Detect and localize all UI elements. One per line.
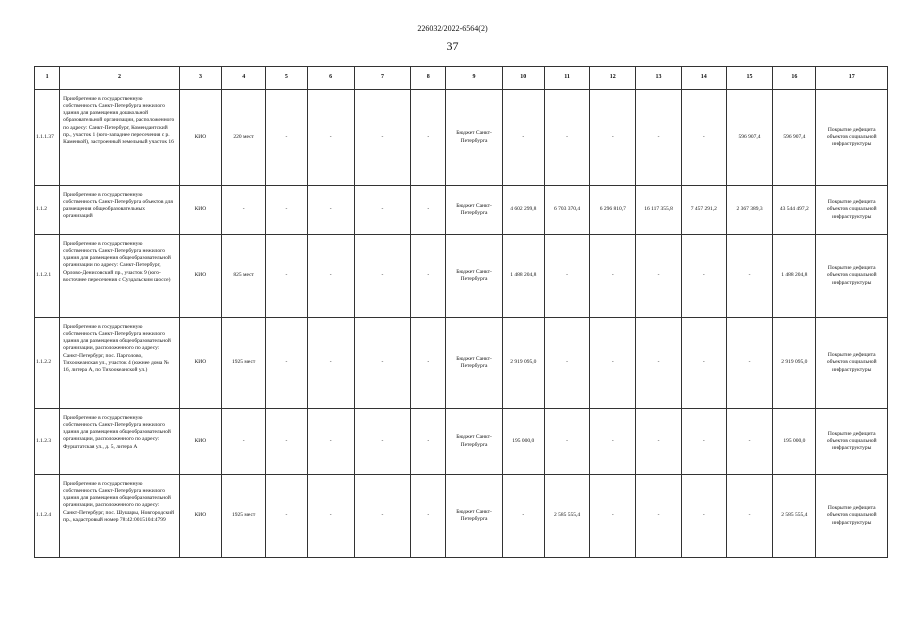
column-header: 7 [354,67,410,90]
table-cell: - [681,235,726,318]
table-cell: - [681,318,726,409]
table-cell: 2 585 555,4 [773,475,816,558]
table-cell: - [266,475,307,558]
table-cell: - [411,318,446,409]
column-header: 16 [773,67,816,90]
table-cell: Покрытие дефицита объектов социальной инфраструктуры [816,235,888,318]
table-cell: 7 457 291,2 [681,186,726,235]
column-header: 2 [60,67,180,90]
table-cell: - [726,318,772,409]
table-cell: КИО [179,90,221,186]
document-number: 226032/2022-6564(2) [417,24,488,33]
table-cell: - [502,90,544,186]
column-header: 8 [411,67,446,90]
column-header: 6 [307,67,354,90]
table-cell: Покрытие дефицита объектов социальной инфраструктуры [816,90,888,186]
page-number: 37 [446,39,459,53]
table-cell: - [266,90,307,186]
table-cell: - [354,318,410,409]
table-cell: 2 367 389,3 [726,186,772,235]
table-cell: - [307,475,354,558]
table-cell: Бюджет Санкт-Петербурга [446,235,502,318]
table-row [35,318,888,409]
table-cell: - [411,235,446,318]
table-cell: КИО [179,475,221,558]
table-cell: - [636,409,681,475]
table-row [35,90,888,186]
description-cell: Приобретение в государственную собственность Санкт-Петербурга нежилого здания для размещения общеобразовательной организации по адресу: Санкт-Петербург, Орлово-Денисовский пр., участок 9 (юго-восточнее пересечения с Суздальским шоссе) [60,235,180,318]
table-cell: - [354,409,410,475]
table-cell: - [636,318,681,409]
table-cell: - [590,475,636,558]
table-cell: - [354,186,410,235]
table-cell: - [266,186,307,235]
table-cell: - [354,235,410,318]
table-cell: - [681,475,726,558]
description-cell: Приобретение в государственную собственность Санкт-Петербурга нежилого здания для размещения дошкольной образовательной организации, расположенного по адресу: Санкт-Петербург, Комендантский пр., участок 1 (юго-западнее пересечения с р. Каменкой), застроенный земельный участок 16 [60,90,180,186]
row-index-cell: 1.1.2.4 [35,475,60,558]
column-header: 14 [681,67,726,90]
table-cell: Покрытие дефицита объектов социальной инфраструктуры [816,475,888,558]
table-cell: - [411,186,446,235]
column-header: 12 [590,67,636,90]
table-row [35,186,888,235]
table-cell: - [590,318,636,409]
table-cell: КИО [179,318,221,409]
table-cell: 220 мест [222,90,266,186]
table-cell: - [411,475,446,558]
row-index-cell: 1.1.2 [35,186,60,235]
table-cell: 4 602 299,8 [502,186,544,235]
table-cell: 195 000,0 [773,409,816,475]
table-cell: - [354,475,410,558]
table-cell: 1925 мест [222,318,266,409]
table-cell: 1 488 204,8 [773,235,816,318]
table-cell: 195 000,0 [502,409,544,475]
table-cell: - [544,90,589,186]
column-header: 9 [446,67,502,90]
table-cell: 16 117 355,8 [636,186,681,235]
table-cell: 43 544 497,2 [773,186,816,235]
table-cell: - [636,90,681,186]
table-cell: 2 919 095,0 [773,318,816,409]
description-cell: Приобретение в государственную собственность Санкт-Петербурга нежилого здания для размещения общеобразовательной организации, расположенного по адресу: Санкт-Петербург, пос. Шушары, Новгородский пр., кадастровый номер 78:42:0015104:4799 [60,475,180,558]
table-cell: 1925 мест [222,475,266,558]
table-row [35,475,888,558]
table-cell: 6 296 810,7 [590,186,636,235]
table-cell: - [307,90,354,186]
table-cell: КИО [179,235,221,318]
table-cell: - [726,409,772,475]
table-cell: - [411,90,446,186]
table-cell: - [726,475,772,558]
description-cell: Приобретение в государственную собственность Санкт-Петербурга нежилого здания для размещения общеобразовательной организации, расположенного по адресу: Фурштатская ул., д. 5, литера А [60,409,180,475]
table-cell: КИО [179,409,221,475]
column-header: 4 [222,67,266,90]
description-cell: Приобретение в государственную собственность Санкт-Петербурга нежилого здания для размещения общеобразовательной организации, расположенного по адресу: Санкт-Петербург, пос. Парголово, Тихоокеанская ул., участок 4 (южнее дома № 16, литера А, по Тихоокеанской ул.) [60,318,180,409]
table-cell: - [502,475,544,558]
table-cell: - [544,235,589,318]
table-cell: Покрытие дефицита объектов социальной инфраструктуры [816,318,888,409]
table-cell: - [266,235,307,318]
row-index-cell: 1.1.2.2 [35,318,60,409]
table-cell: - [266,409,307,475]
table-cell: Бюджет Санкт-Петербурга [446,186,502,235]
table-cell: - [266,318,307,409]
column-header: 11 [544,67,589,90]
table-cell: - [544,318,589,409]
table-cell: - [636,235,681,318]
row-index-cell: 1.1.2.3 [35,409,60,475]
table-cell: - [307,186,354,235]
table-row [35,235,888,318]
table-cell: 2 919 095,0 [502,318,544,409]
column-header: 1 [35,67,60,90]
table-cell: - [307,409,354,475]
table-cell: 596 907,4 [773,90,816,186]
column-header: 5 [266,67,307,90]
table-cell: - [544,409,589,475]
table-header-row [35,67,888,90]
table-cell: - [681,90,726,186]
program-table [34,66,888,558]
table-row [35,409,888,475]
table-cell: Покрытие дефицита объектов социальной инфраструктуры [816,409,888,475]
table-cell: Бюджет Санкт-Петербурга [446,409,502,475]
table-cell: - [590,90,636,186]
column-header: 13 [636,67,681,90]
table-cell: - [726,235,772,318]
table-cell: 596 907,4 [726,90,772,186]
table-cell: 2 585 555,4 [544,475,589,558]
table-cell: Бюджет Санкт-Петербурга [446,90,502,186]
description-cell: Приобретение в государственную собственность Санкт-Петербурга объектов для размещения общеобразовательных организаций [60,186,180,235]
column-header: 3 [179,67,221,90]
table-cell: - [222,409,266,475]
table-cell: - [307,235,354,318]
row-index-cell: 1.1.1.37 [35,90,60,186]
table-cell: 825 мест [222,235,266,318]
table-cell: Бюджет Санкт-Петербурга [446,475,502,558]
table-cell: - [681,409,726,475]
table-cell: 6 703 370,4 [544,186,589,235]
table-cell: КИО [179,186,221,235]
table-cell: - [222,186,266,235]
column-header: 15 [726,67,772,90]
table-cell: - [590,409,636,475]
column-header: 17 [816,67,888,90]
table-cell: - [636,475,681,558]
table-cell: 1 488 204,8 [502,235,544,318]
table-cell: - [411,409,446,475]
table-cell: - [307,318,354,409]
table-cell: Бюджет Санкт-Петербурга [446,318,502,409]
table-cell: - [354,90,410,186]
table-cell: Покрытие дефицита объектов социальной инфраструктуры [816,186,888,235]
column-header: 10 [502,67,544,90]
row-index-cell: 1.1.2.1 [35,235,60,318]
table-cell: - [590,235,636,318]
